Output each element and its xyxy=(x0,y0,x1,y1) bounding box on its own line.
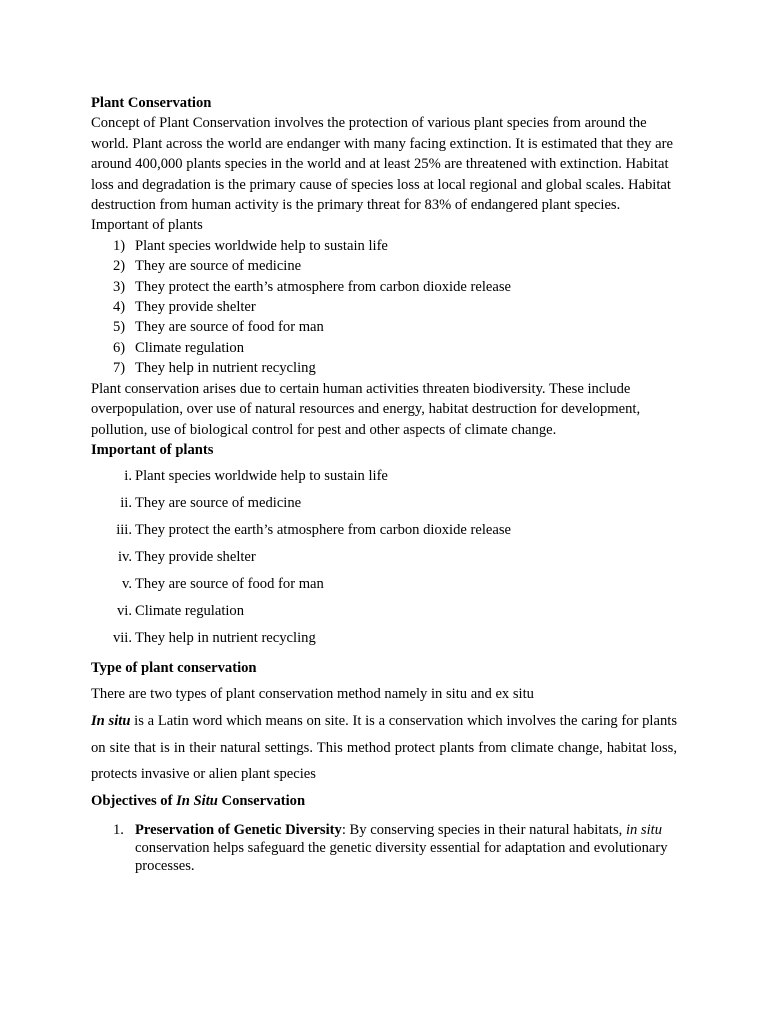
list-number: iv. xyxy=(117,549,132,566)
list-item xyxy=(91,547,677,567)
list-text: They protect the earth’s atmosphere from carbon dioxide release xyxy=(135,278,512,295)
important-plants-label: Important of plants xyxy=(91,217,203,234)
list-text: They help in nutrient recycling xyxy=(135,360,316,377)
objectives-title-italic: In Situ xyxy=(176,793,218,810)
list-number: 4) xyxy=(113,299,126,316)
list-text: They provide shelter xyxy=(135,549,256,566)
objectives-title-post: Conservation xyxy=(217,793,306,810)
list-item xyxy=(91,520,677,540)
list-text: They are source of food for man xyxy=(135,575,324,592)
list-text: They are source of food for man xyxy=(135,319,324,336)
list-text: They provide shelter xyxy=(135,299,256,316)
insitu-term: In situ xyxy=(91,713,131,730)
list-text: Climate regulation xyxy=(135,602,245,619)
roman-list xyxy=(91,466,677,648)
list-item xyxy=(91,821,677,875)
list-number: v. xyxy=(122,575,132,592)
intro-paragraph: Concept of Plant Conservation involves the protection of various plant species from around the world. Plant across the world are endanger with many facing extinction. It is estimated that they are around 400,000 plants species in the world and at least 25% are threatened with extinction. Habitat loss and degradation is the primary cause of species loss at local regional and global scales. Habitat destruction from human activity is the primary threat for 83% of endangered plant species. xyxy=(91,115,673,214)
list-text: They are source of medicine xyxy=(135,258,302,275)
list-item xyxy=(91,358,677,378)
list-item xyxy=(91,317,677,337)
list-number: 2) xyxy=(113,258,126,275)
list-item xyxy=(91,236,677,256)
list-item xyxy=(91,466,677,486)
list-text: Climate regulation xyxy=(135,339,245,356)
list-number: vi. xyxy=(117,602,132,619)
list-number: 1. xyxy=(113,821,124,838)
objectives-title-pre: Objectives of xyxy=(91,793,177,810)
list-number: vii. xyxy=(112,629,132,646)
list-item xyxy=(91,256,677,276)
document-page xyxy=(91,93,677,875)
list-number: 3) xyxy=(113,278,126,295)
list-item xyxy=(91,297,677,317)
list-number: 5) xyxy=(113,319,126,336)
list-item xyxy=(91,574,677,594)
list-number: iii. xyxy=(116,522,132,539)
list-item xyxy=(91,628,677,648)
list-text: They help in nutrient recycling xyxy=(135,629,316,646)
section-title-type-conservation: Type of plant conservation xyxy=(91,659,257,676)
objective-bold: Preservation of Genetic Diversity xyxy=(135,821,342,838)
objectives-list xyxy=(91,821,677,875)
section-title-objectives xyxy=(91,788,677,815)
list-item xyxy=(91,493,677,513)
list-text xyxy=(135,821,677,875)
numbered-list xyxy=(91,236,677,379)
list-item xyxy=(91,601,677,621)
list-text: They are source of medicine xyxy=(135,495,302,512)
objective-post: conservation helps safeguard the genetic diversity essential for adaptation and evolutionary processes. xyxy=(135,839,668,874)
objective-italic: in situ xyxy=(625,821,663,838)
objective-pre: : By conserving species in their natural habitats, xyxy=(341,821,626,838)
list-number: 7) xyxy=(113,360,126,377)
list-text: Plant species worldwide help to sustain life xyxy=(135,468,388,485)
section-title-important-plants: Important of plants xyxy=(91,441,214,458)
list-text: Plant species worldwide help to sustain life xyxy=(135,237,388,254)
types-intro: There are two types of plant conservation method namely in situ and ex situ xyxy=(91,686,534,703)
list-number: i. xyxy=(124,468,132,485)
list-item xyxy=(91,277,677,297)
list-text: They protect the earth’s atmosphere from carbon dioxide release xyxy=(135,522,512,539)
threats-paragraph: Plant conservation arises due to certain human activities threaten biodiversity. These include overpopulation, over use of natural resources and energy, habitat destruction for development, pollution, use of biological control for pest and other aspects of climate change. xyxy=(91,380,641,438)
list-number: ii. xyxy=(120,495,132,512)
section-title-plant-conservation: Plant Conservation xyxy=(91,95,212,111)
list-number: 6) xyxy=(113,339,126,356)
insitu-paragraph xyxy=(91,708,677,788)
list-item xyxy=(91,338,677,358)
insitu-text: is a Latin word which means on site. It is a conservation which involves the caring for plants on site that is in their natural settings. This method protect plants from climate change, habitat loss, protects invasive or alien plant species xyxy=(91,713,677,783)
list-number: 1) xyxy=(113,237,126,254)
